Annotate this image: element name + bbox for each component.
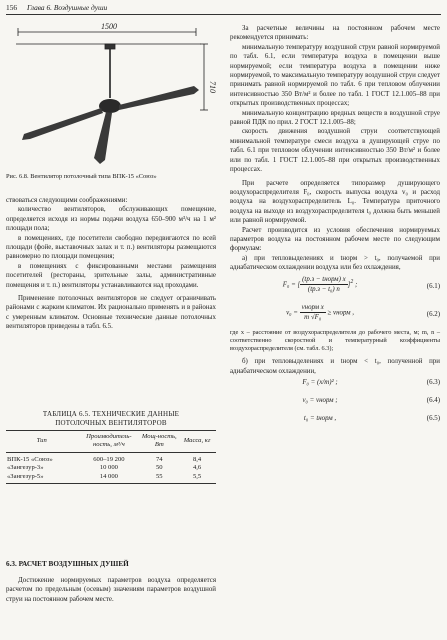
- page-number: 156: [6, 3, 18, 12]
- formula-6-4: [230, 394, 440, 412]
- column-header: Масса, кг: [178, 431, 216, 453]
- paragraph: При расчете определяется типоразмер душирующего воздухораспределителя F₀, скорость выпуска воздуха v₀ и расход воздуха на воздухораспределитель L₀. Температура приточного воздуха на выходе из воздухораспределителя t₀ должна быть меньшей или равной нормируемой.: [230, 179, 440, 225]
- running-header: [6, 3, 107, 12]
- paragraph: За расчетные величины на постоянном рабочем месте рекомендуется принимать:: [230, 25, 440, 42]
- formula-exponent: 2: [350, 278, 354, 285]
- paragraph: Применение потолочных вентиляторов не следует ограничивать районами с жарким климатом. Их рационально применять и в районах с умеренным климатом. Основные технические данные потолочных вентиляторов приведены в табл. 6.5.: [6, 295, 216, 331]
- column-header: Тип: [6, 431, 77, 453]
- ceiling-fan-figure: [6, 18, 216, 170]
- paragraph: в помещениях, где посетители свободно передвигаются по всей площади (фойе, выставочных залах и т. п.) вентиляторы размещаются равномерно по площади помещения;: [6, 234, 216, 261]
- table-cell: 600–19 200: [93, 455, 125, 463]
- formula-6-5: [230, 412, 440, 428]
- table-cell: «Зангезур-5»: [6, 473, 77, 484]
- formula-number: (6.5): [426, 414, 440, 422]
- table-title: [6, 410, 216, 428]
- table-title-line: ТАБЛИЦА 6.5. ТЕХНИЧЕСКИЕ ДАННЫЕ: [42, 410, 180, 418]
- formula-6-2: [230, 301, 440, 329]
- paragraph: б) при тепловыделениях и tнорм < t₀, полученной при адиабатическом охлаждении,: [230, 358, 440, 375]
- paragraph: минимальную концентрацию вредных веществ в воздушной струе равной ПДК по прил. 2 ГОСТ 12.1.005–88;: [230, 109, 440, 127]
- table-cell: 4,6: [192, 464, 202, 472]
- chapter-title: Глава 6. Воздушные души: [26, 3, 108, 12]
- section-heading: 6.3. РАСЧЕТ ВОЗДУШНЫХ ДУШЕЙ: [6, 560, 129, 568]
- dimension-width-label: 1500: [101, 22, 117, 31]
- formula-6-1: F₀ = [ $\frac{\text{(tр.з − tнорм) x}}{\text{(tр.з − t₀) n}}$ ]$^2$ ; (6.1): [282, 275, 440, 293]
- paragraph: Расчет производится из условия обеспечения нормируемых параметров воздуха на постоянном рабочем месте по следующим формулам:: [230, 226, 440, 253]
- formula-lhs: v₀ =: [286, 309, 298, 317]
- formula-number: (6.2): [426, 310, 440, 318]
- paragraph: Достижение нормируемых параметров воздуха определяется расчетом по предельным (осевым) значениям параметров воздушной струи на постоянном рабочем месте.: [6, 577, 216, 603]
- table-cell: 5,5: [178, 473, 216, 484]
- fraction-denominator: m √F₀: [304, 313, 322, 321]
- paragraph: в помещениях с фиксированными местами размещения посетителей (рестораны, зрительные залы, административные помещения и т. п.) вентиляторы устанавливаются над проходами.: [6, 262, 216, 289]
- formula-number: (6.1): [426, 282, 440, 290]
- left-column-text-2: [6, 576, 216, 604]
- table-cell: 8,4: [192, 455, 202, 463]
- formula-note: где x – расстояние от воздухораспределителя до рабочего места, м; m, n – соответственно скоростной и температурный коэффициенты воздухораспределителя (см. табл. 6.3);: [230, 328, 440, 352]
- paragraph: минимальную температуру воздушной струи равной нормируемой по табл. 6.1, если температура воздуха в помещении выше нормируемой; если температура воздуха в помещении ниже нормируемой, то максимальную температуру воздушной струи следует принимать равной нормируемой по табл. 6 при тепловом облучении интенсивностью 350 Вт/м² и более по табл. 1 ГОСТ 12.1.005–88 при открытых производственных процессах;: [230, 43, 440, 108]
- paragraph: скорость движения воздушной струи соответствующей минимальной температуре смеси воздуха в душирующей струе по табл. 6.1 при тепловом облучении интенсивностью 350 Вт/м² и более или по табл. 1 ГОСТ 12.1.005–88 при открытых производственных процессах.: [230, 128, 440, 174]
- table-row: [6, 452, 216, 464]
- table-title-line: ПОТОЛОЧНЫХ ВЕНТИЛЯТОРОВ: [55, 419, 167, 427]
- formula-body: F₀ = (x/m)² ;: [302, 378, 338, 386]
- left-column-text: [6, 196, 216, 332]
- paragraph: а) при тепловыделениях и tнорм > t₀, получаемой при адиабатическом охлаждении воздуха или без охлаждения,: [230, 254, 440, 272]
- table-cell: 10 000: [99, 464, 118, 472]
- fraction-numerator: (tр.з − tнорм) x: [300, 275, 348, 285]
- table-cell: «Зангезур-3»: [7, 464, 44, 472]
- fan-data-table: [6, 430, 216, 484]
- table-row: [6, 473, 216, 484]
- formula-number: (6.4): [426, 396, 440, 404]
- figure-caption: Рис. 6.8. Вентилятор потолочный типа ВПК-15 «Союз»: [6, 173, 157, 180]
- paragraph: количество вентиляторов, обслуживающих помещение, определяется исходя из нормы подачи воздуха 650–900 м³/ч на 1 м² площади пола;: [6, 206, 216, 233]
- column-header: Производитель-ность, м³/ч: [77, 431, 140, 453]
- formula-fraction: [300, 275, 348, 295]
- formula-6-3: [230, 376, 440, 394]
- table-cell: 55: [140, 473, 178, 484]
- right-column-text: [230, 24, 440, 428]
- table-row: [6, 464, 216, 472]
- formula-fraction: [300, 303, 326, 323]
- formula-tail: ≥ vнорм ,: [325, 309, 354, 317]
- column-header: Мощ-ность, Вт: [140, 431, 178, 453]
- formula-number: (6.3): [426, 378, 440, 386]
- table-cell: 50: [155, 464, 163, 472]
- fraction-denominator: (tр.з − t₀) n: [307, 285, 340, 293]
- paragraph: ствоваться следующими соображениями:: [6, 197, 128, 204]
- formula-body: v₀ = vнорм ;: [302, 396, 338, 404]
- table-cell: ВПК-15 «Союз»: [7, 455, 53, 463]
- formula-body: t₀ = tнорм ,: [303, 414, 337, 422]
- table-cell: 14 000: [77, 473, 140, 484]
- table-cell: 74: [155, 455, 163, 463]
- header-rule: [6, 14, 441, 15]
- fraction-numerator: vнорм x: [300, 303, 326, 313]
- formula-lhs: F₀ =: [282, 281, 296, 289]
- dimension-height-label: 710: [208, 81, 217, 93]
